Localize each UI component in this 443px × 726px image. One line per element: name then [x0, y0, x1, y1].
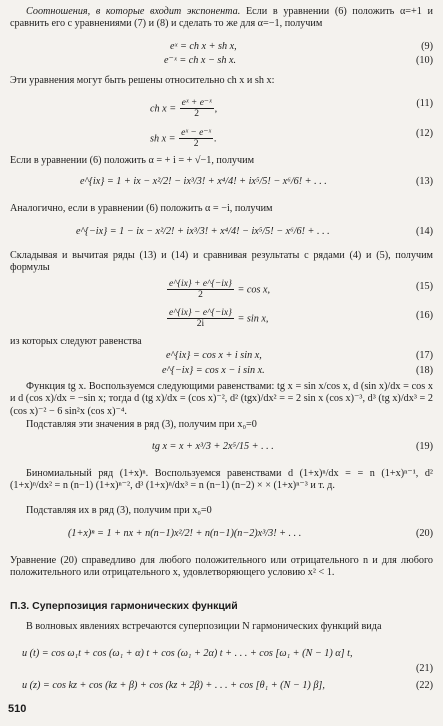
- equation-16-tail: = sin x,: [237, 313, 269, 325]
- equation-22: [0, 680, 443, 694]
- equation-14-number: (14): [416, 226, 433, 237]
- equation-16-numerator: e^{ix} − e^{−ix}: [169, 308, 232, 318]
- section-paragraph: В волновых явлениях встречаются суперпозиции N гармонических функций вида: [26, 621, 382, 632]
- equation-12-number: (12): [416, 128, 433, 139]
- equation-14: [0, 226, 443, 240]
- intro-title: Соотношения, в которые входит экспонента.: [26, 6, 241, 17]
- equation-17-number: (17): [416, 350, 433, 361]
- equation-18-formula: e^{−ix} = cos x − i sin x.: [162, 365, 265, 376]
- paragraph-15: Складывая и вычитая ряды (13) и (14) и сравнивая результаты с рядами (4) и (5), получим формулы: [10, 250, 433, 274]
- equation-13-formula: e^{ix} = 1 + ix − x²/2! − ix³/3! + x⁴/4! + ix⁵/5! − x⁶/6! + . . .: [80, 176, 327, 187]
- equation-13-number: (13): [416, 176, 433, 187]
- equation-19-number: (19): [416, 441, 433, 452]
- equation-15-numerator: e^{ix} + e^{−ix}: [169, 279, 232, 289]
- equation-20-number: (20): [416, 528, 433, 539]
- equation-9-number: (9): [421, 41, 433, 52]
- equation-11-tail: ,: [214, 103, 218, 115]
- equation-21-number: (21): [416, 663, 433, 674]
- equation-21-formula: u (t) = cos ω₁t + cos (ω₁ + α) t + cos (ω₁ + 2α) t + . . . + cos [ω₁ + (N − 1) α] t,: [22, 648, 353, 659]
- equation-19-formula: tg x = x + x³/3 + 2x⁵/15 + . . .: [152, 441, 274, 452]
- equation-10-formula: e⁻ˣ = ch x − sh x.: [164, 55, 237, 66]
- equation-16-fraction: [167, 308, 234, 330]
- equation-12-denominator: 2: [193, 139, 199, 150]
- equation-13: [0, 176, 443, 190]
- equation-9: [0, 41, 443, 55]
- equation-12-lhs: sh x =: [150, 133, 176, 145]
- equation-18: [0, 365, 443, 379]
- equation-21-number-line: [0, 663, 443, 677]
- equation-22-formula: u (z) = cos kz + cos (kz + β) + cos (kz + 2β) + . . . + cos [θ₁ + (N − 1) β],: [22, 680, 325, 691]
- tg-paragraph-2: Подставляя эти значения в ряд (3), получим при x₀=0: [26, 419, 257, 430]
- equation-15-denominator: 2: [198, 290, 203, 301]
- equation-12-tail: .: [214, 133, 217, 145]
- equation-16-number: (16): [416, 310, 433, 321]
- solve-paragraph: Эти уравнения могут быть решены относительно ch x и sh x:: [10, 75, 275, 86]
- equation-22-number: (22): [416, 680, 433, 691]
- equation-12: [0, 122, 443, 152]
- paragraph-17: из которых следуют равенства: [10, 336, 142, 347]
- equation-17-formula: e^{ix} = cos x + i sin x,: [166, 350, 262, 361]
- equation-16: [0, 304, 443, 332]
- equation-16-denominator: 2i: [196, 319, 205, 330]
- equation-11: [0, 92, 443, 122]
- equation-15-tail: = cos x,: [237, 284, 271, 296]
- binomial-paragraph-2: Подставляя их в ряд (3), получим при x₀=0: [26, 505, 212, 516]
- equation-10: [0, 55, 443, 69]
- paragraph-13: Если в уравнении (6) положить α = + i = + √−1, получим: [10, 155, 255, 166]
- intro-text: Если в уравнении (6) положить α=+1 и сравнить его с уравнениями (7) и (8) и сделать то же для α=−1, получим: [10, 6, 433, 30]
- equation-14-formula: e^{−ix} = 1 − ix − x²/2! + ix³/3! + x⁴/4! − ix⁵/5! − x⁶/6! + . . .: [76, 226, 330, 237]
- binomial-paragraph: Биномиальный ряд (1+x)ⁿ. Воспользуемся равенствами d (1+x)ⁿ/dx = = n (1+x)ⁿ⁻¹, d² (1+x)ⁿ/dx² = n (n−1) (1+x)ⁿ⁻², d³ (1+x)ⁿ/dx³ = n (n−1) (n−2) × × (1+x)ⁿ⁻³ и т. д.: [10, 468, 433, 492]
- equation-11-lhs: ch x =: [150, 103, 177, 115]
- equation-9-formula: eˣ = ch x + sh x,: [170, 41, 237, 52]
- equation-11-number: (11): [416, 98, 433, 109]
- equation-12-fraction: [179, 128, 213, 150]
- equation-10-number: (10): [416, 55, 433, 66]
- equation-20: [0, 528, 443, 542]
- intro-paragraph: [10, 6, 433, 31]
- equation-15-number: (15): [416, 281, 433, 292]
- equation-15: [0, 275, 443, 303]
- equation-20-formula: (1+x)ⁿ = 1 + nx + n(n−1)x²/2! + n(n−1)(n−2)x³/3! + . . .: [68, 528, 302, 539]
- section-heading: П.3. Суперпозиция гармонических функций: [10, 600, 238, 612]
- paragraph-14: Аналогично, если в уравнении (6) положить α = −i, получим: [10, 203, 273, 214]
- equation-12-numerator: eˣ − e⁻ˣ: [181, 128, 212, 138]
- equation-18-number: (18): [416, 365, 433, 376]
- equation-19: [0, 441, 443, 455]
- equation-21: [0, 648, 443, 662]
- equation-11-fraction: [180, 98, 214, 120]
- equation-11-numerator: eˣ + e⁻ˣ: [181, 98, 212, 108]
- equation-15-fraction: [167, 279, 234, 301]
- equation-11-denominator: 2: [194, 109, 200, 120]
- equation-17: [0, 350, 443, 364]
- paragraph-20: Уравнение (20) справедливо для любого положительного или отрицательного n и для любого положительного или отрицательного x, удовлетворяющего условию x² < 1.: [10, 555, 433, 579]
- page-number: 510: [8, 703, 27, 715]
- tg-paragraph: Функция tg x. Воспользуемся следующими равенствами: tg x = sin x/cos x, d (sin x)/dx = cos x и d (cos x)/dx = −sin x; тогда d (tg x)/dx = (cos x)⁻², d² (tgx)/dx² = = 2 sin x (cos x)⁻³, d³ (tg x)/dx³ = 2 (cos x)⁻² − 6 sin²x (cos x)⁻⁴.: [10, 381, 433, 417]
